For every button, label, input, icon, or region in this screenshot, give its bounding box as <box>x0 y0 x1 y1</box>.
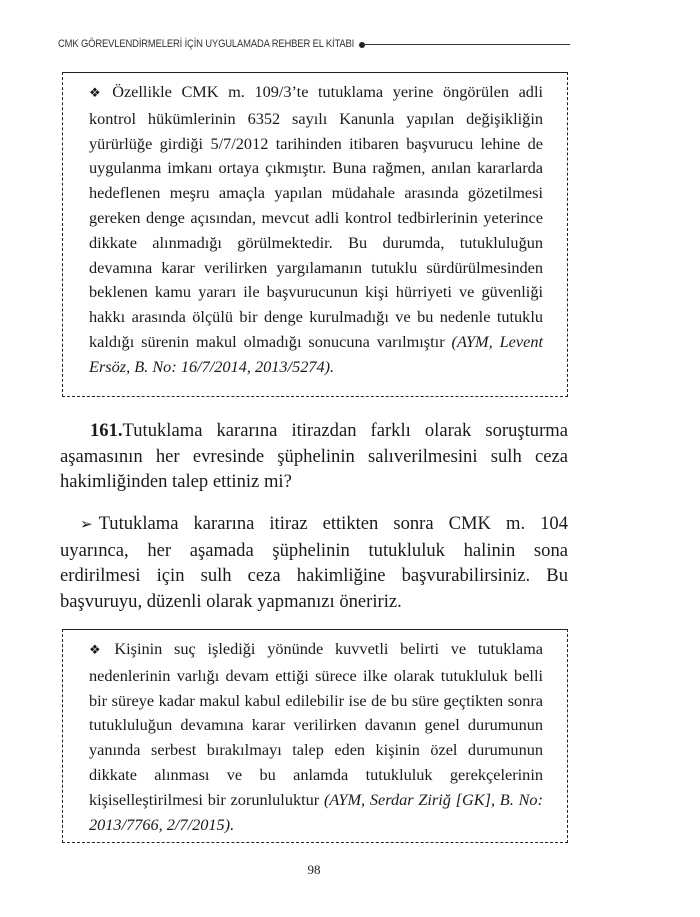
header-title: CMK GÖREVLENDİRMELERİ İÇİN UYGULAMADA REHBER EL KİTABI <box>58 38 355 50</box>
header-rule <box>365 44 570 45</box>
arrow-bullet-icon: ➢ <box>80 515 93 533</box>
case-law-text-1: Özellikle CMK m. 109/3’te tutuklama yerine öngörülen adli kontrol hükümlerinin 6352 sayılı Kanunla yapılan değişikliğin yürürlüğe girdiği 5/7/2012 tarihinden itibaren başvurucu lehine de uygulanma imkanı ortaya çıkmıştır. Buna rağmen, anılan kararlarda hedeflenen meşru amaçla yapılan müdahale arasında gözetilmesi gereken denge açısından, mevcut adli kontrol tedbirlerinin yeterince dikkate alınmadığı görülmektedir. Bu durumda, tutukluluğun devamına karar verilirken yargılamanın tutuklu sürdürülmesinden beklenen kamu yararı ile başvurucunun kişi hürriyeti ve güvenliği hakkı arasında ölçülü bir denge kurulmadığı ve bu nedenle tutuklu kaldığı sürenin makul olmadığı sonucuna varılmıştır <box>89 82 543 351</box>
diamond-bullet-icon: ❖ <box>89 86 107 101</box>
question-number: 161. <box>90 420 123 441</box>
case-law-box-2 <box>62 629 568 843</box>
running-header <box>58 36 570 56</box>
case-law-citation-2: (AYM, Serdar Ziriğ [GK], B. No: 2013/7766, 2/7/2015). <box>89 789 543 834</box>
diamond-bullet-icon: ❖ <box>89 643 109 658</box>
case-law-text-2: Kişinin suç işlediği yönünde kuvvetli belirti ve tutuklama nedenlerinin varlığı devam ettiği sürece ilke olarak tutukluluk belli bir süreye kadar makul kabul edilebilir ise de bu süre geçtikten sonra tutukluluğun devamına karar verilirken davanın genel durumunun yanında serbest bırakılmayı talep eden kişinin özel durumunun dikkate alınması ve bu anlamda tutukluluk gerekçelerinin kişiselleştirilmesi bir zorunluluktur <box>89 639 543 809</box>
answer-paragraph <box>60 511 568 614</box>
case-law-citation-1: (AYM, Levent Ersöz, B. No: 16/7/2014, 2013/5274). <box>89 331 543 376</box>
answer-text: Tutuklama kararına itiraz ettikten sonra CMK m. 104 uyarınca, her aşamada şüphelinin tutukluluk halinin sona erdirilmesi için sulh ceza hakimliğine başvurabilirsiniz. Bu başvuruyu, düzenli olarak yapmanızı öneririz. <box>60 513 568 612</box>
header-bullet-dot <box>359 42 365 48</box>
question-paragraph <box>60 418 568 495</box>
page-number: 98 <box>307 862 321 877</box>
case-law-box-1 <box>62 72 568 397</box>
question-text: Tutuklama kararına itirazdan farklı olarak soruşturma aşamasının her evresinde şüphelinin salıverilmesini sulh ceza hakimliğinden talep ettiniz mi? <box>60 420 568 493</box>
